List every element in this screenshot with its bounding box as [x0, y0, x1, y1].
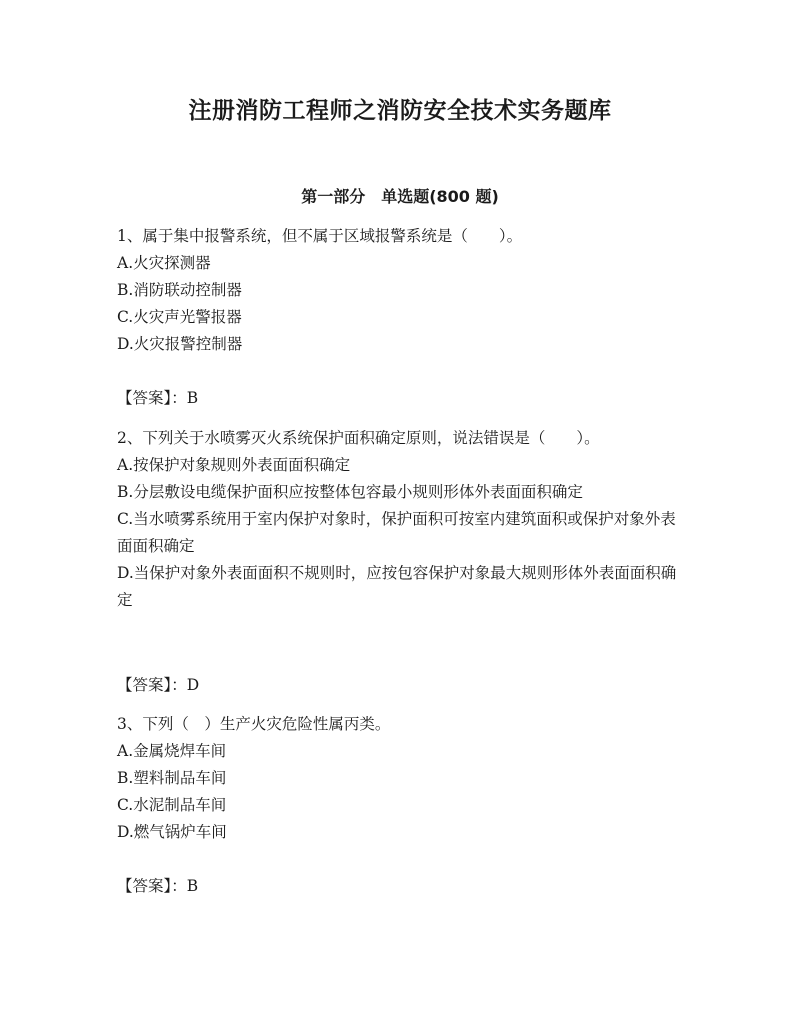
- option-b: B.塑料制品车间: [117, 769, 227, 787]
- option-c: C.火灾声光警报器: [117, 308, 242, 326]
- answer-label: 【答案】: [117, 676, 172, 694]
- option-d: D.当保护对象外表面面积不规则时，应按包容保护对象最大规则形体外表面面积确定: [117, 564, 677, 609]
- option-b: B.消防联动控制器: [117, 281, 242, 299]
- question-3: [117, 711, 682, 846]
- option-a: A.金属烧焊车间: [117, 742, 227, 760]
- option-d: D.燃气锅炉车间: [117, 823, 227, 841]
- option-c: C.水泥制品车间: [117, 796, 227, 814]
- option-a: A.按保护对象规则外表面面积确定: [117, 456, 351, 474]
- option-c: C.当水喷雾系统用于室内保护对象时，保护面积可按室内建筑面积或保护对象外表面面积确定: [117, 510, 676, 555]
- option-a: A.火灾探测器: [117, 254, 211, 272]
- answer-label: 【答案】: [117, 389, 172, 407]
- document-title: 注册消防工程师之消防安全技术实务题库: [188, 97, 612, 124]
- question-stem: 3、下列（ ）生产火灾危险性属丙类。: [117, 715, 391, 733]
- question-stem: 2、下列关于水喷雾灭火系统保护面积确定原则，说法错误是（ ）。: [117, 429, 600, 447]
- section-title: 第一部分 单选题(800 题): [301, 187, 499, 206]
- answer-value: ：B: [171, 389, 199, 407]
- answer-value: ：D: [171, 676, 200, 694]
- option-d: D.火灾报警控制器: [117, 335, 243, 353]
- option-b: B.分层敷设电缆保护面积应按整体包容最小规则形体外表面面积确定: [117, 483, 583, 501]
- question-2: [117, 425, 682, 614]
- answer-value: ：B: [171, 877, 199, 895]
- question-1: [117, 223, 682, 358]
- answer-label: 【答案】: [117, 877, 172, 895]
- answer-1: [117, 385, 198, 412]
- question-stem: 1、属于集中报警系统，但不属于区域报警系统是（ ）。: [117, 227, 523, 245]
- answer-2: [117, 672, 199, 699]
- answer-3: [117, 873, 198, 900]
